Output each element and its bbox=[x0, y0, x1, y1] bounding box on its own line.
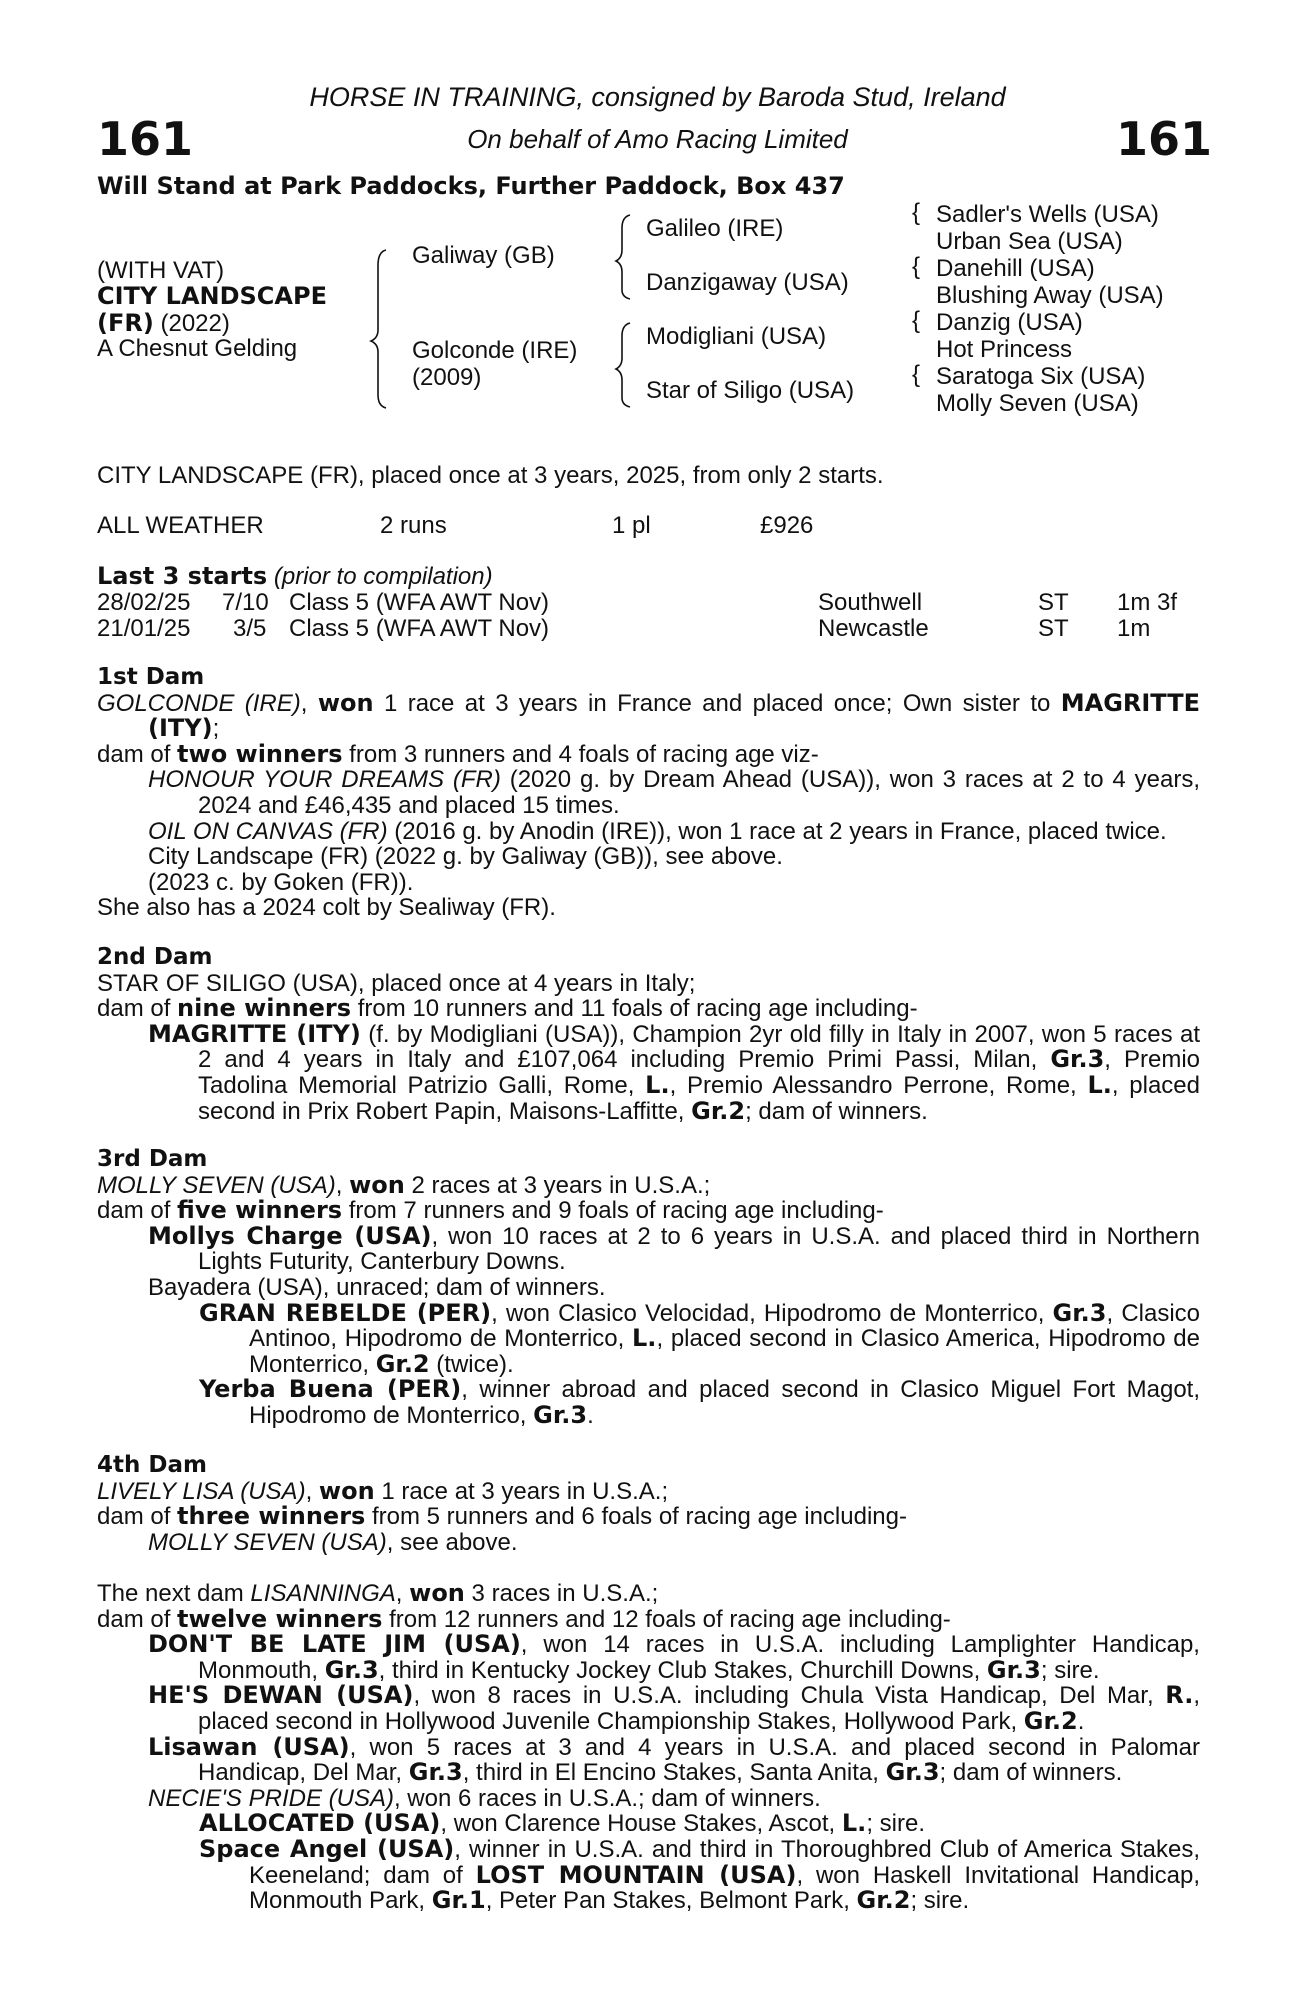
pedigree-gen3-1: Sadler's Wells (USA) bbox=[936, 201, 1159, 228]
first-dam-section bbox=[97, 665, 1200, 921]
produce-entry: (2023 c. by Goken (FR)). bbox=[148, 868, 414, 896]
brace-gen3-4: { bbox=[912, 361, 921, 388]
produce-entry: GRAN REBELDE (PER), won Clasico Velocidad, Hipodromo de Monterrico, Gr.3, Clasico Antinoo, Hipodromo de Monterrico, L., placed second in Clasico America, Hipodromo de Monterrico, Gr.2 (twice). bbox=[199, 1298, 1201, 1378]
produce-entry: Bayadera (USA), unraced; dam of winners. bbox=[148, 1273, 606, 1301]
brace-gen3-2: { bbox=[912, 253, 921, 280]
race-surface: ST bbox=[1038, 615, 1069, 642]
horse-description: A Chesnut Gelding bbox=[97, 335, 298, 362]
race-surface: ST bbox=[1038, 589, 1069, 616]
pedigree-sire: Galiway (GB) bbox=[412, 242, 555, 269]
lot-number-left: 161 bbox=[97, 112, 194, 166]
second-dam-produce-summary: dam of nine winners from 10 runners and 11 foals of racing age including- bbox=[97, 994, 918, 1023]
brace-gen3-3: { bbox=[912, 307, 921, 334]
third-dam-heading: 3rd Dam bbox=[97, 1146, 208, 1172]
race-date: 21/01/25 bbox=[97, 615, 191, 642]
pedigree-dam-sire: Modigliani (USA) bbox=[646, 323, 827, 350]
pedigree-gen3-7: Saratoga Six (USA) bbox=[936, 363, 1146, 390]
pedigree-sire-sire: Galileo (IRE) bbox=[646, 215, 784, 242]
horse-year: (2022) bbox=[153, 310, 230, 337]
last-starts-note: (prior to compilation) bbox=[267, 563, 493, 590]
produce-entry: MAGRITTE (ITY) (f. by Modigliani (USA)), Champion 2yr old filly in Italy in 2007, won 5 races at 2 and 4 years in Italy and £107,064 including Premio Primi Passi, Milan, Gr.3, Premio Tadolina Memorial Patrizio Galli, Rome, L., Premio Alessandro Perrone, Rome, L., placed second in Prix Robert Papin, Maisons-Laffitte, Gr.2; dam of winners. bbox=[148, 1019, 1201, 1125]
pedigree-dam-dam: Star of Siligo (USA) bbox=[646, 377, 855, 404]
race-position: 7/10 bbox=[222, 589, 269, 616]
produce-entry: HONOUR YOUR DREAMS (FR) (2020 g. by Dream Ahead (USA)), won 3 races at 2 to 4 years, 2024 and £46,435 and placed 15 times. bbox=[148, 766, 1200, 819]
third-dam-section bbox=[97, 1147, 1200, 1429]
produce-entry: NECIE'S PRIDE (USA), won 6 races in U.S.A.; dam of winners. bbox=[148, 1784, 821, 1812]
produce-entry: DON'T BE LATE JIM (USA), won 14 races in U.S.A. including Lamplighter Handicap, Monmouth, Gr.3, third in Kentucky Jockey Club Stakes, Churchill Downs, Gr.3; sire. bbox=[148, 1630, 1200, 1684]
race-class: Class 5 (WFA AWT Nov) bbox=[289, 589, 550, 616]
produce-entry: MOLLY SEVEN (USA), see above. bbox=[148, 1528, 518, 1556]
first-dam-produce-summary: dam of two winners from 3 runners and 4 foals of racing age viz- bbox=[97, 739, 819, 768]
produce-entry: City Landscape (FR) (2022 g. by Galiway (GB)), see above. bbox=[148, 843, 783, 871]
pedigree-gen3-3: Danehill (USA) bbox=[936, 255, 1095, 282]
race-course: Southwell bbox=[818, 589, 923, 616]
pedigree-dam: Golconde (IRE) bbox=[412, 337, 578, 364]
produce-entry: Lisawan (USA), won 5 races at 3 and 4 years in U.S.A. and placed second in Palomar Handicap, Del Mar, Gr.3, third in El Encino Stakes, Santa Anita, Gr.3; dam of winners. bbox=[148, 1732, 1200, 1787]
fourth-dam-heading: 4th Dam bbox=[97, 1452, 207, 1478]
next-dam-produce-summary: dam of twelve winners from 12 runners and 12 foals of racing age including- bbox=[97, 1604, 951, 1633]
race-position: 3/5 bbox=[233, 615, 267, 642]
last-starts-heading bbox=[97, 562, 493, 591]
record-prize: £926 bbox=[760, 512, 814, 539]
third-dam-record: MOLLY SEVEN (USA), won 2 races at 3 years in U.S.A.; bbox=[97, 1170, 711, 1199]
consignor-line: HORSE IN TRAINING, consigned by Baroda Stud, Ireland bbox=[309, 82, 1006, 112]
horse-name: CITY LANDSCAPE bbox=[97, 282, 327, 310]
pedigree-gen3-5: Danzig (USA) bbox=[936, 309, 1083, 336]
produce-entry: ALLOCATED (USA), won Clarence House Stakes, Ascot, L.; sire. bbox=[199, 1809, 925, 1838]
pedigree-gen3-2: Urban Sea (USA) bbox=[936, 228, 1123, 255]
produce-entry: Yerba Buena (PER), winner abroad and placed second in Clasico Miguel Fort Magot, Hipodromo de Monterrico, Gr.3. bbox=[199, 1375, 1201, 1429]
record-surface: ALL WEATHER bbox=[97, 512, 264, 539]
horse-country: (FR) bbox=[97, 309, 154, 337]
second-dam-record: STAR OF SILIGO (USA), placed once at 4 years in Italy; bbox=[97, 969, 696, 997]
produce-entry: Mollys Charge (USA), won 10 races at 2 to 6 years in U.S.A. and placed third in Northern Lights Futurity, Canterbury Downs. bbox=[148, 1221, 1200, 1276]
record-placed: 1 pl bbox=[612, 512, 651, 539]
second-dam-heading: 2nd Dam bbox=[97, 944, 213, 970]
produce-entry: Space Angel (USA), winner in U.S.A. and third in Thoroughbred Club of America Stakes, Keeneland; dam of LOST MOUNTAIN (USA), won Haskell Invitational Handicap, Monmouth Park, Gr.1, Peter Pan Stakes, Belmont Park, Gr.2; sire. bbox=[199, 1834, 1200, 1915]
pedigree-dam-year: (2009) bbox=[412, 364, 482, 391]
first-dam-record: GOLCONDE (IRE), won 1 race at 3 years in France and placed once; Own sister to MAGRITTE (ITY); bbox=[97, 688, 1200, 743]
pedigree-gen3-8: Molly Seven (USA) bbox=[936, 390, 1139, 417]
first-dam-note: She also has a 2024 colt by Sealiway (FR). bbox=[97, 894, 556, 922]
pedigree-gen3-4: Blushing Away (USA) bbox=[936, 282, 1164, 309]
race-summary: CITY LANDSCAPE (FR), placed once at 3 years, 2025, from only 2 starts. bbox=[97, 462, 884, 489]
last-starts-title: Last 3 starts bbox=[97, 562, 268, 590]
brace-gen3-1: { bbox=[912, 199, 921, 226]
second-dam-section bbox=[97, 945, 1200, 1124]
produce-entry: HE'S DEWAN (USA), won 8 races in U.S.A. including Chula Vista Handicap, Del Mar, R., placed second in Hollywood Juvenile Championship Stakes, Hollywood Park, Gr.2. bbox=[148, 1681, 1200, 1735]
next-dam-record: The next dam LISANNINGA, won 3 races in U.S.A.; bbox=[97, 1579, 659, 1607]
race-row bbox=[97, 615, 190, 643]
record-runs: 2 runs bbox=[380, 512, 447, 539]
race-row bbox=[97, 589, 190, 617]
third-dam-produce-summary: dam of five winners from 7 runners and 9 foals of racing age including- bbox=[97, 1196, 884, 1225]
pedigree-sire-dam: Danzigaway (USA) bbox=[646, 269, 849, 296]
stable-location: Will Stand at Park Paddocks, Further Paddock, Box 437 bbox=[97, 172, 845, 200]
race-date: 28/02/25 bbox=[97, 589, 191, 616]
produce-entry: OIL ON CANVAS (FR) (2016 g. by Anodin (IRE)), won 1 race at 2 years in France, placed twice. bbox=[148, 817, 1167, 845]
race-class: Class 5 (WFA AWT Nov) bbox=[289, 615, 550, 642]
lot-number-right: 161 bbox=[1116, 112, 1213, 166]
fourth-dam-produce-summary: dam of three winners from 5 runners and 6 foals of racing age including- bbox=[97, 1502, 907, 1531]
race-course: Newcastle bbox=[818, 615, 929, 642]
on-behalf-line: On behalf of Amo Racing Limited bbox=[467, 124, 848, 154]
next-dam-section bbox=[97, 1581, 1200, 1914]
race-distance: 1m bbox=[1117, 615, 1151, 642]
race-distance: 1m 3f bbox=[1117, 589, 1178, 616]
pedigree-gen3-6: Hot Princess bbox=[936, 336, 1073, 363]
first-dam-heading: 1st Dam bbox=[97, 664, 205, 690]
vat-note: (WITH VAT) bbox=[97, 257, 225, 284]
fourth-dam-record: LIVELY LISA (USA), won 1 race at 3 years in U.S.A.; bbox=[97, 1476, 669, 1505]
fourth-dam-section bbox=[97, 1453, 1200, 1555]
